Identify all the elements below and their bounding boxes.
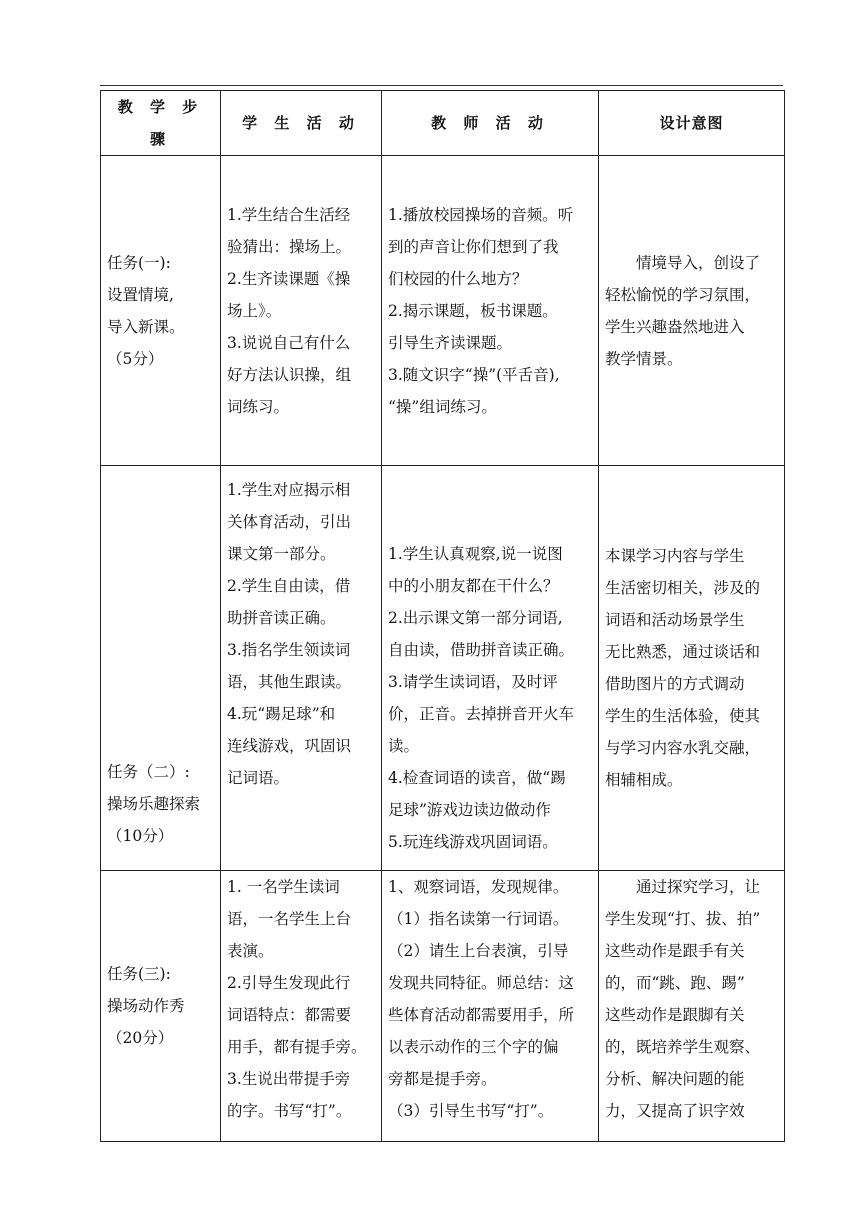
lesson-plan-table [100,90,785,1142]
task-2-student-line: 助拼音读正确。 [227,609,336,627]
task-2-teacher-line: 2.出示课文第一部分词语, [388,609,563,627]
task-1-step-line: 设置情境, [107,285,174,304]
task-3-teacher-line: 1、观察词语，发现规律。 [388,878,569,896]
task-2-student-line: 4.玩“踢足球”和 [227,705,336,723]
task-3-intent-line: 的，既培养学生观察、 [605,1038,761,1056]
task-2-student-line: 关体育活动，引出 [227,513,352,531]
task-1-step-line: 任务(一): [107,253,171,272]
table-row-task-2 [101,466,785,871]
task-2-teacher-line: 价，正音。去掉拼音开火车 [388,705,575,723]
task-2-step-cell [101,466,221,871]
table-row-task-3 [101,871,785,1142]
task-2-step-line: 操场乐趣探索 [107,795,201,813]
task-1-student-line: 词练习。 [227,397,290,416]
task-3-intent-line: 分析、解决问题的能 [605,1070,745,1088]
task-3-student-line: 2.引导生发现此行 [227,974,351,992]
task-1-teacher-line: 们校园的什么地方？ [388,269,528,288]
task-2-student-cell [221,466,382,871]
task-3-teacher-line: （3）引导生书写“打”。 [388,1102,554,1120]
task-2-teacher-line: 1.学生认真观察,说一说图 [388,545,563,563]
task-2-intent-line: 借助图片的方式调动 [605,675,745,693]
task-3-teacher-line: （2）请生上台表演，引导 [388,942,569,960]
task-3-teacher-line: 些体育活动都需要用手，所 [388,1006,575,1024]
task-3-teacher-line: （1）指名读第一行词语。 [388,910,569,928]
task-1-student-line: 场上》。 [227,301,282,320]
task-3-student-line: 语，一名学生上台 [227,910,352,928]
task-1-intent-line: 教学情景。 [605,349,683,368]
task-2-intent-line: 与学习内容水乳交融， [605,739,761,757]
task-2-teacher-line: 4.检查词语的读音，做“踢 [388,769,566,787]
task-3-step-line: 操场动作秀 [107,997,185,1015]
task-2-intent-line: 相辅相成。 [605,771,683,789]
header-teacher-activities: 教 师 活 动 [382,91,599,156]
task-2-intent-line: 学生的生活体验，使其 [605,707,761,725]
table-header-row [101,91,785,156]
header-design-intent: 设计意图 [599,91,785,156]
task-1-intent-cell [599,156,785,466]
task-1-student-line: 1.学生结合生活经 [227,205,351,224]
task-3-teacher-line: 发现共同特征。师总结：这 [388,974,575,992]
task-3-student-line: 3.生说出带提手旁 [227,1070,351,1088]
task-1-teacher-line: 1.播放校园操场的音频。听 [388,205,574,224]
task-1-student-line: 好方法认识操，组 [227,365,352,384]
task-1-intent-line: 情境导入，创设了 [636,253,761,272]
task-2-student-line: 3.指名学生领读词 [227,641,351,659]
task-2-teacher-cell [382,466,599,871]
task-1-student-line: 2.生齐读课题《操 [227,269,351,288]
task-3-intent-cell [599,871,785,1142]
task-2-intent-line: 词语和活动场景学生 [605,611,745,629]
task-1-teacher-line: 引导生齐读课题。 [388,333,513,352]
task-3-step-cell [101,871,221,1142]
task-2-teacher-line: 自由读，借助拼音读正确。 [388,641,575,659]
task-1-teacher-line: 到的声音让你们想到了我 [388,237,559,256]
task-2-teacher-line: 3.请学生读词语，及时评 [388,673,558,691]
task-3-teacher-line: 以表示动作的三个字的偏 [388,1038,559,1056]
task-2-step-line: （10分） [107,827,174,845]
task-3-student-cell [221,871,382,1142]
task-2-intent-line: 生活密切相关，涉及的 [605,579,761,597]
task-3-intent-line: 这些动作是跟手有关 [605,942,745,960]
task-3-student-line: 1. 一名学生读词 [227,878,340,896]
task-2-step-line: 任务（二）: [107,763,190,781]
task-3-student-line: 表演。 [227,942,274,960]
top-rule [100,85,783,86]
task-1-step-line: 导入新课。 [107,317,185,336]
task-1-step-line: （5分） [107,349,164,368]
task-3-step-line: （20分） [107,1029,174,1047]
task-3-intent-line: 学生发现“打、拔、拍” [605,910,761,928]
task-3-intent-line: 的，而“跳、跑、踢” [605,974,745,992]
task-2-intent-cell [599,466,785,871]
task-1-student-cell [221,156,382,466]
task-3-student-line: 用手，都有提手旁。 [227,1038,367,1056]
task-1-step-cell [101,156,221,466]
task-1-teacher-line: “操”组词练习。 [388,397,497,416]
task-2-student-line: 课文第一部分。 [227,545,336,563]
task-3-student-line: 词语特点：都需要 [227,1006,352,1024]
task-1-student-line: 验猜出：操场上。 [227,237,352,256]
task-2-teacher-line: 足球”游戏边读边做动作 [388,801,551,819]
task-2-student-line: 1.学生对应揭示相 [227,481,351,499]
table-row-task-1 [101,156,785,466]
task-2-student-line: 2.学生自由读，借 [227,577,351,595]
task-3-student-line: 的字。书写“打”。 [227,1102,352,1120]
task-2-student-line: 记词语。 [227,769,290,787]
task-2-intent-line: 无比熟悉，通过谈话和 [605,643,761,661]
task-3-step-line: 任务(三): [107,965,171,983]
task-1-teacher-line: 2.揭示课题，板书课题。 [388,301,558,320]
task-1-teacher-cell [382,156,599,466]
task-2-teacher-line: 读。 [388,737,420,755]
task-3-intent-line: 这些动作是跟脚有关 [605,1006,745,1024]
header-teaching-steps: 教 学 步 骤 [101,91,221,156]
task-2-student-line: 连线游戏，巩固识 [227,737,352,755]
task-3-intent-line: 通过探究学习，让 [636,878,761,896]
task-1-intent-line: 轻松愉悦的学习氛围， [605,285,761,304]
task-2-intent-line: 本课学习内容与学生 [605,547,745,565]
task-3-teacher-line: 旁都是提手旁。 [388,1070,497,1088]
task-2-teacher-line: 中的小朋友都在干什么？ [388,577,559,595]
task-3-teacher-cell [382,871,599,1142]
task-1-student-line: 3.说说自己有什么 [227,333,351,352]
task-2-teacher-line: 5.玩连线游戏巩固词语。 [388,833,558,851]
task-3-intent-line: 力，又提高了识字效 [605,1102,745,1120]
header-student-activities: 学 生 活 动 [221,91,382,156]
task-1-intent-line: 学生兴趣盎然地进入 [605,317,745,336]
task-2-student-line: 语，其他生跟读。 [227,673,352,691]
task-1-teacher-line: 3.随文识字“操”(平舌音), [388,365,560,384]
